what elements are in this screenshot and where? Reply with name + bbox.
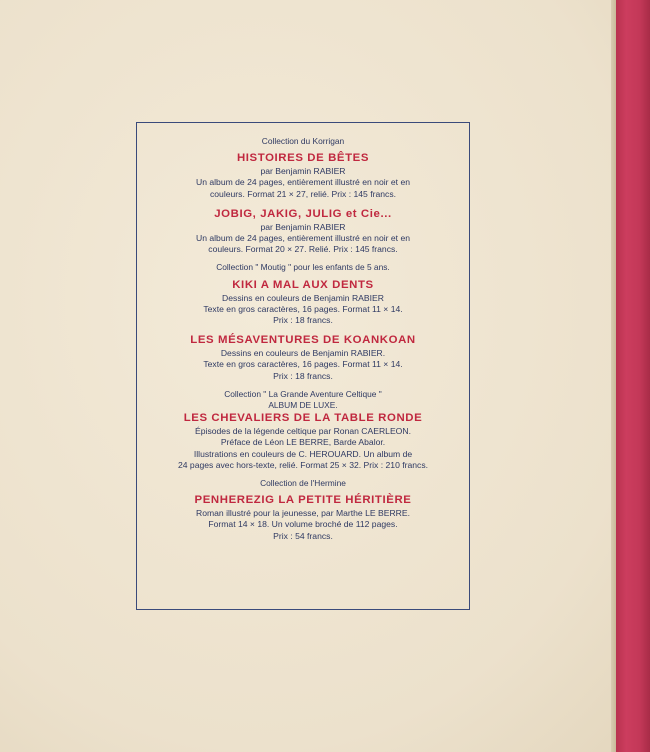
entry-author: par Benjamin RABIER xyxy=(260,166,346,177)
entry-title: KIKI A MAL AUX DENTS xyxy=(232,278,374,291)
entry-jobig xyxy=(136,207,470,256)
celtique-collection-sub: ALBUM DE LUXE. xyxy=(268,400,338,411)
entry-desc: Dessins en couleurs de Benjamin RABIER. xyxy=(220,348,386,359)
entry-title: PENHEREZIG LA PETITE HÉRITIÈRE xyxy=(194,494,412,507)
entry-desc: Roman illustré pour la jeunesse, par Marthe LE BERRE. xyxy=(196,508,410,519)
entry-price: Prix : 54 francs. xyxy=(273,530,333,541)
entry-desc: Texte en gros caractères, 16 pages. Format 11 × 14. xyxy=(203,303,403,314)
entry-histoires xyxy=(136,151,470,200)
celtique-collection-label: Collection " La Grande Aventure Celtique " xyxy=(224,388,382,399)
entry-chevaliers xyxy=(136,411,470,471)
entry-author: par Benjamin RABIER xyxy=(260,221,346,232)
entry-desc: couleurs. Format 21 × 27, relié. Prix : 145 francs. xyxy=(209,188,397,199)
entry-desc: Épisodes de la légende celtique par Ronan CAERLEON. xyxy=(195,426,411,437)
entry-desc: Format 14 × 18. Un volume broché de 112 pages. xyxy=(208,519,398,530)
entry-desc: Un album de 24 pages, entièrement illustré en noir et en xyxy=(195,233,411,244)
hermine-collection-label: Collection de l'Hermine xyxy=(260,478,346,489)
entry-desc: Texte en gros caractères, 16 pages. Format 11 × 14. xyxy=(203,359,403,370)
korrigan-collection-label: Collection du Korrigan xyxy=(261,136,345,146)
moutig-collection-label: Collection " Moutig " pour les enfants de 5 ans. xyxy=(216,262,390,273)
catalog-content xyxy=(136,130,470,549)
entry-koankoan xyxy=(136,333,470,382)
entry-title: JOBIG, JAKIG, JULIG et Cie... xyxy=(214,207,392,220)
entry-desc: Préface de Léon LE BERRE, Barde Abalor. xyxy=(220,437,386,448)
entry-price: Prix : 18 francs. xyxy=(273,315,333,326)
entry-desc: Dessins en couleurs de Benjamin RABIER xyxy=(222,292,384,303)
entry-desc: Un album de 24 pages, entièrement illustré en noir et en xyxy=(195,177,411,188)
red-binding-spine xyxy=(616,0,650,752)
entry-desc: couleurs. Format 20 × 27. Relié. Prix : 145 francs. xyxy=(208,244,398,255)
entry-kiki xyxy=(136,278,470,327)
entry-penherezig xyxy=(136,493,470,542)
entry-title: HISTOIRES DE BÊTES xyxy=(236,152,370,165)
entry-price: Prix : 18 francs. xyxy=(273,370,333,381)
entry-title: LES MÉSAVENTURES DE KOANKOAN xyxy=(190,334,416,347)
entry-desc: 24 pages avec hors-texte, relié. Format 25 × 32. Prix : 210 francs. xyxy=(177,459,429,470)
entry-title: LES CHEVALIERS DE LA TABLE RONDE xyxy=(183,412,423,425)
entry-desc: Illustrations en couleurs de C. HEROUARD. Un album de xyxy=(193,448,413,459)
